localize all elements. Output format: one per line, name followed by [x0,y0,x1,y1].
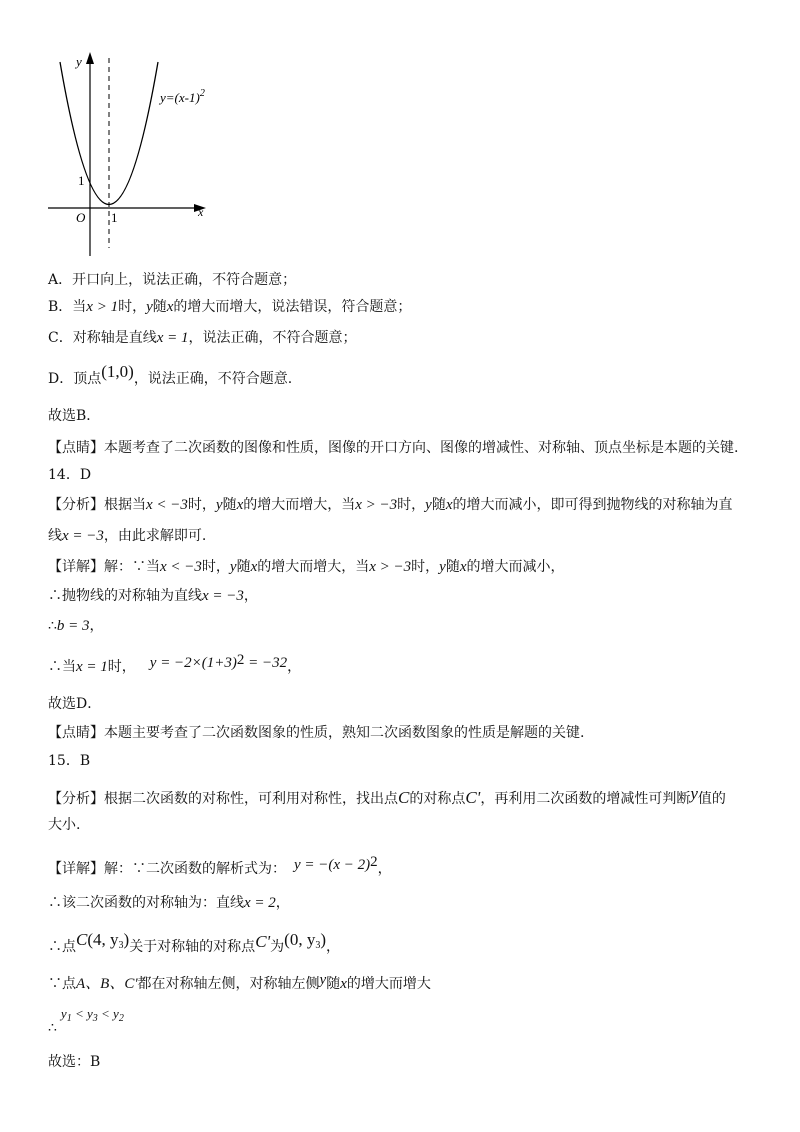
q15-step1-eq: x = 2 [244,895,276,911]
q14-analysis-y2: y [425,497,432,513]
q15-step2-pt2-sub: 3 [315,940,321,951]
q15-step3 [48,970,431,994]
q14-step1-pre: ∴抛物线的对称轴为直线 [48,588,202,604]
q15-step2-pt-sub: 3 [118,940,124,951]
q15-step3-y: y [319,972,327,988]
q14-step3-calc: y = −2×(1+3) [149,655,237,671]
q15-analysis-a: 【分析】根据二次函数的对称性，可利用对称性，找出点 [48,791,398,807]
q14-detail-cond2: x > −3 [369,559,412,575]
q14-detail-b: 时， [201,559,230,575]
option-b-x: x [166,299,174,315]
origin-label: O [76,210,86,225]
q15-step4-y3: y [86,1006,93,1021]
q14-analysis-b: 时， [187,497,216,513]
q14-step3-sup: 2 [236,652,245,668]
q15-analysis-line2: 大小. [48,817,81,833]
q14-step2-eq: b = 3 [56,618,90,634]
q15-step2-pt: (4, y [87,930,119,949]
q15-analysis-y: y [690,784,698,803]
q15-step2-p2: C' [255,932,271,951]
q15-step3-mid: 都在对称轴左侧，对称轴左侧 [137,976,320,992]
q15-step2-pt2-end: ) [320,930,327,949]
y-axis-label: y [76,54,82,69]
q14-detail-g: 的增大而减小， [466,559,565,575]
curve-label: $y=(x-1)^2$ [160,88,205,105]
q15-step4-lt1: < [71,1006,87,1021]
q15-step4-lt2: < [97,1006,114,1021]
q15-analysis-p2: C' [465,788,481,807]
q14-analysis-cond1: x < −3 [146,497,188,513]
q15-analysis-d: 值的 [697,791,726,807]
q15-step2-pre: ∴点 [48,939,76,955]
q15-step4-s3: 3 [92,1013,98,1024]
q15-step3-pre: ∵点 [48,976,76,992]
q14-detail-x1: x [250,559,258,575]
q15-step3-t: 随 [326,976,341,992]
q14-answer: 故选D． [48,696,102,712]
q14-analysis-l2a: 线 [48,528,62,544]
q14-step3-cond: x = 1 [76,659,108,675]
q14-detail-c: 随 [236,559,251,575]
option-c-eq: x = 1 [156,330,189,346]
option-d [48,362,292,389]
q14-comment: 【点睛】本题主要考查了二次函数图象的性质，熟知二次函数图象的性质是解题的关键. [48,725,585,741]
q15-step2-p: C [76,930,88,949]
q14-detail-e: 时， [411,559,440,575]
q14-step3 [48,650,301,677]
q15-analysis-p: C [398,788,410,807]
q14-detail-y1: y [229,559,237,575]
q14-step3-post: ， [287,659,302,675]
option-c-pre: C．对称轴是直线 [48,330,157,346]
q15-step3-post: 的增大而增大 [346,976,431,992]
option-b-y: y [146,299,153,315]
q14-heading: 14．D [48,467,92,483]
q14-detail-cond1: x < −3 [160,559,202,575]
q15-analysis-c: ，再利用二次函数的增减性可判断 [480,791,691,807]
q14-analysis-line2 [48,526,206,546]
q14-detail-x2: x [459,559,467,575]
q15-detail-pre: 【详解】解：∵二次函数的解析式为： [48,861,286,877]
q15-detail-eq: y = −(x − 2) [294,857,371,873]
q14-analysis-f: 随 [431,497,446,513]
q14-analysis-c: 随 [222,497,237,513]
q15-detail [48,852,392,879]
q14-analysis-l2eq: x = −3 [62,528,104,544]
option-d-pre: D．顶点 [48,371,102,387]
q15-step4-s1: 1 [66,1013,72,1024]
q13-answer: 故选B． [48,408,101,424]
q14-step2-post: ， [89,618,104,634]
q15-analysis-b: 的对称点 [409,791,466,807]
q15-analysis-line1 [48,784,726,809]
q14-step3-res: = −32 [244,655,288,671]
q15-step2 [48,930,340,957]
q15-step4-s2: 2 [118,1013,124,1024]
option-c-post: ，说法正确，不符合题意； [188,330,357,346]
q14-detail [48,557,565,577]
q14-step1 [48,586,258,606]
q14-analysis-x2: x [445,497,453,513]
q14-analysis-y1: y [215,497,223,513]
q15-step4-y1: y [60,1006,67,1021]
option-d-post: ，说法正确，不符合题意. [133,371,293,387]
q14-detail-f: 随 [445,559,460,575]
option-c [48,328,357,348]
q14-step1-post: ， [243,588,258,604]
q15-step2-post: ， [326,939,341,955]
q15-step2-pt2: (0, y [284,930,316,949]
y-axis-arrow [86,52,94,64]
q14-analysis-a: 【分析】根据当 [48,497,146,513]
x-tick-label: 1 [111,210,118,225]
q14-detail-a: 【详解】解：∵当 [48,559,160,575]
q14-analysis-cond2: x > −3 [355,497,398,513]
q14-analysis-line1 [48,495,733,515]
q15-step1-pre: ∴该二次函数的对称轴为：直线 [48,895,244,911]
q15-step3-x: x [340,976,347,992]
option-b-t2: 的增大而增大，说法错误，符合题意； [173,299,412,315]
q14-detail-d: 的增大而增大，当 [257,559,370,575]
x-axis-label: x [198,205,204,219]
q13-comment: 【点睛】本题考查了二次函数的图像和性质，图像的开口方向、图像的增减性、对称轴、顶点坐标是本题的关键. [48,440,739,456]
q15-step2-mid2: 为 [270,939,285,955]
q15-detail-sup: 2 [370,854,378,870]
q15-heading: 15．B [48,753,91,769]
option-a [48,270,296,290]
q14-analysis-l2b: ，由此求解即可. [103,528,207,544]
q14-step3-mid: 时， [107,659,136,675]
q15-step4-pre: ∴ [48,1020,57,1036]
option-b-pre: B．当 [48,299,87,315]
option-b-t1: 随 [152,299,167,315]
q15-answer: 故选：B [48,1054,101,1070]
q14-analysis-d: 的增大而增大，当 [243,497,356,513]
q14-step1-eq: x = −3 [202,588,244,604]
q14-analysis-x1: x [236,497,244,513]
option-b [48,297,411,317]
q14-step2 [48,616,104,636]
option-a-text: A．开口向上，说法正确，不符合题意； [48,272,297,288]
q15-step3-pts: A、B、C' [76,976,138,992]
q14-step3-pre: ∴当 [48,659,76,675]
q15-detail-post: ， [377,861,392,877]
parabola-graph [40,48,220,258]
q15-step1 [48,893,290,913]
q15-step2-pt-end: ) [123,930,130,949]
q14-analysis-g: 的增大而减小，即可得到抛物线的对称轴为直 [452,497,733,513]
q14-analysis-e: 时， [397,497,426,513]
q15-step2-mid: 关于对称轴的对称点 [129,939,256,955]
option-b-cond: x > 1 [86,299,119,315]
q15-step4-y2: y [113,1006,119,1021]
option-d-point: (1,0) [101,362,134,381]
q15-step1-post: ， [275,895,290,911]
option-b-mid: 时， [118,299,147,315]
q15-step4 [48,1004,124,1038]
q14-step2-pre: ∴ [48,618,57,634]
q14-detail-y2: y [439,559,446,575]
y-tick-label: 1 [78,173,85,188]
